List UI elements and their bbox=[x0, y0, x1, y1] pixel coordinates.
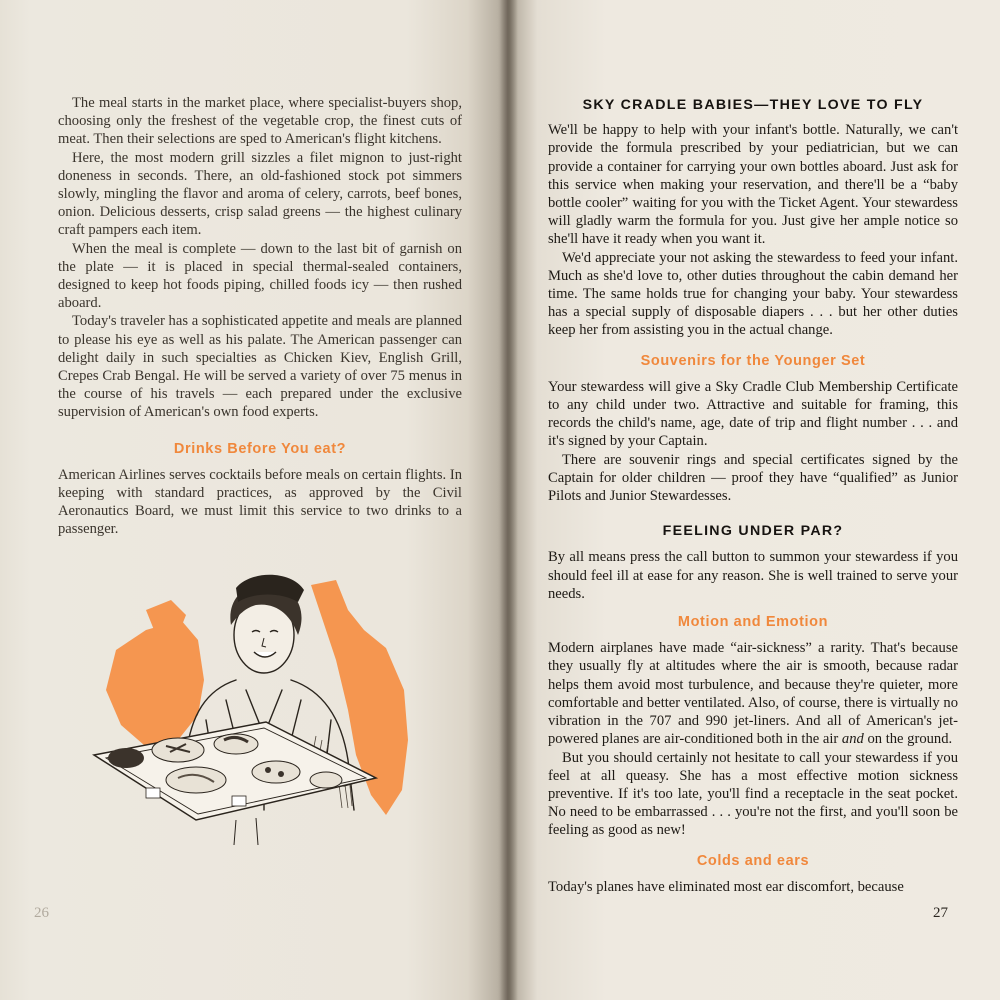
sky-paragraph-1: We'll be happy to help with your infant's bottle. Naturally, we can't provide the formula prescribed by your pediatrician, but we can provide a container for carrying your own bottles aboard. Just ask for this service when making your reservation, and there'll be a “baby bottle cooler” waiting for you with the Ticket Agent. Your stewardess will gladly warm the formula for you. Just give her ample notice so she'll have it ready when you want it. bbox=[548, 122, 958, 248]
souvenirs-heading: Souvenirs for the Younger Set bbox=[640, 352, 866, 369]
motion-heading: Motion and Emotion bbox=[677, 614, 829, 631]
stewardess-head bbox=[230, 575, 304, 673]
meal-paragraph-3: When the meal is complete — down to the last bit of garnish on the plate — it is placed in special thermal-sealed containers, designed to keep hot foods piping, chilled foods icy — then rushed aboard. bbox=[58, 240, 462, 312]
skirt-lines bbox=[234, 818, 258, 845]
motion-paragraph-1 bbox=[548, 639, 958, 748]
meal-paragraph-1: The meal starts in the market place, where specialist-buyers shop, choosing only the freshest of the vegetable crop, the finest cuts of meat. Then their selections are sped to American's flight kitchens. bbox=[58, 95, 462, 148]
sky-cradle-heading: SKY CRADLE BABIES—THEY LOVE TO FLY bbox=[582, 97, 924, 113]
souvenirs-paragraph-2: There are souvenir rings and special certificates signed by the Captain for older children — proof they have “qualified” as Junior Pilots and Junior Stewardesses. bbox=[548, 451, 958, 505]
sky-paragraph-2: We'd appreciate your not asking the stewardess to feed your infant. Much as she'd love to, other duties throughout the cabin demand her time. The same holds true for changing your baby. Your stewardess has a special supply of disposable diapers . . . but her other duties keep her from assisting you in the actual change. bbox=[548, 249, 958, 339]
colds-paragraph: Today's planes have eliminated most ear discomfort, because bbox=[548, 878, 904, 895]
souvenirs-paragraph-1: Your stewardess will give a Sky Cradle Club Membership Certificate to any child under two. Attractive and suitable for framing, this records the child's name, age, date of trip and flight number . . . and it's signed by your Captain. bbox=[548, 378, 958, 450]
motion-paragraph-2: But you should certainly not hesitate to call your stewardess if you feel at all queasy. She has a most effective motion sickness preventive. If it's too late, you'll find a receptacle in the seat pocket. No need to be embarrassed . . . you're not the first, and you'll soon be feeling as good as new! bbox=[548, 749, 958, 839]
motion-text-b: on the ground. bbox=[863, 731, 953, 748]
motion-text-em: and bbox=[841, 731, 864, 748]
right-text-column bbox=[548, 96, 958, 896]
left-text-column bbox=[58, 94, 462, 539]
stewardess-illustration bbox=[86, 540, 436, 850]
page-number-right: 27 bbox=[933, 905, 948, 921]
book-gutter bbox=[500, 0, 518, 1000]
meal-paragraph-4: Today's traveler has a sophisticated appetite and meals are planned to please his eye as well as his palate. The American passenger can delight daily in such specialties as Chicken Kiev, English Grill, Crepes Crab Bengal. He will be served a variety of over 75 menus in the course of his travels — each prepared under the exclusive supervision of American's own food experts. bbox=[58, 313, 462, 421]
feeling-under-par-heading: FEELING UNDER PAR? bbox=[662, 523, 844, 540]
right-page bbox=[508, 0, 1000, 1000]
drinks-paragraph: American Airlines serves cocktails before meals on certain flights. In keeping with standard practices, as approved by the Civil Aeronautics Board, we must limit this service to two drinks to a passenger. bbox=[58, 466, 462, 538]
motion-text-a: Modern airplanes have made “air-sickness” a rarity. That's because they usually fly at altitudes where the air is smooth, because radar helps them avoid most turbulence, and because they're quieter, more comfortable and better ventilated. Also, of course, there is virtually no vibration in the 707 and 990 jet-liners. And all of American's jet-powered planes are air-conditioned both in the air bbox=[548, 640, 958, 748]
colds-heading: Colds and ears bbox=[696, 852, 810, 869]
drinks-heading: Drinks Before You eat? bbox=[173, 440, 347, 457]
meal-paragraph-2: Here, the most modern grill sizzles a filet mignon to just-right doneness in seconds. There, an old-fashioned stock pot simmers slowly, mingling the flavor and aroma of celery, carrots, beef bones, onion. Delicious desserts, crisp salad greens — the highest culinary craft pampers each item. bbox=[58, 149, 462, 239]
page-number-left: 26 bbox=[34, 905, 49, 921]
feeling-paragraph: By all means press the call button to summon your stewardess if you should feel ill at ease for any reason. She is well trained to serve your needs. bbox=[548, 549, 958, 602]
